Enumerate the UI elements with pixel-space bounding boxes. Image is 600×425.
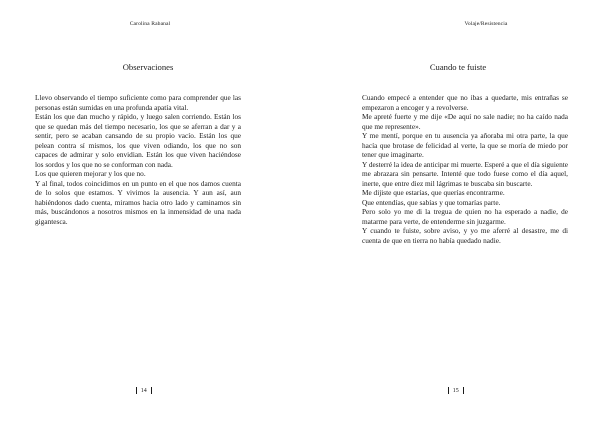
paragraph: Llevo observando el tiempo suficiente como para comprender que las personas están sumidas en una profunda apatía vital. xyxy=(35,93,241,112)
folio-rule xyxy=(151,387,152,394)
right-body-text xyxy=(362,93,568,245)
page-number: 14 xyxy=(140,387,147,394)
paragraph: Están los que dan mucho y rápido, y luego salen corriendo. Están los que se quedan más del tiempo necesario, los que se aferran a dar y a sentir, pero se acaban cansando de su propio vacío. Están los que pelean contra sí mismos, los que viven odiando, los que no son capaces de admirar y solo envidian. Están los que viven haciéndose los sordos y los que no se conforman con nada. xyxy=(35,112,241,169)
paragraph: Pero solo yo me di la tregua de quien no ha esperado a nadie, de matarme para verte, de entenderme sin juzgarme. xyxy=(362,207,568,226)
folio-rule xyxy=(136,387,137,394)
folio-rule xyxy=(463,387,464,394)
page-title-cuando-te-fuiste: Cuando te fuiste xyxy=(429,62,487,72)
right-page xyxy=(300,0,600,425)
running-head-author: Carolina Rabanal xyxy=(129,21,171,27)
page-number-left xyxy=(136,387,151,394)
paragraph: Y desterré la idea de anticipar mi muerte. Esperé a que el día siguiente me abrazara sin pensarte. Intenté que todo fuese como el día aquel, inerte, que entre diez mil lágrimas te buscaba sin buscarte. xyxy=(362,159,568,188)
paragraph: Y cuando te fuiste, sobre aviso, y yo me aferré al desastre, me di cuenta de que en tierra no había quedado nadie. xyxy=(362,226,568,245)
page-title-observaciones: Observaciones xyxy=(122,62,174,72)
paragraph: Y al final, todos coincidimos en un punto en el que nos damos cuenta de lo solos que estamos. Y vivimos la ausencia. Y aun así, aun habiéndonos dado cuenta, miramos hacia otro lado y caminamos sin más, buscándonos a nosotros mismos en la inmensidad de una nada gigantesca. xyxy=(35,178,241,226)
running-head-book: Volaje/Resistencia xyxy=(464,21,508,27)
paragraph: Los que quieren mejorar y los que no. xyxy=(35,169,146,178)
paragraph: Cuando empecé a entender que no ibas a quedarte, mis entrañas se empezaron a encoger y a revolverse. xyxy=(362,93,568,112)
page-number: 15 xyxy=(452,387,459,394)
paragraph: Y me mentí, porque en tu ausencia ya añoraba mi otra parte, la que hacía que brotase de felicidad al verte, la que se moría de miedo por tener que imaginarte. xyxy=(362,131,568,159)
paragraph: Que entendías, que sabías y que tomarías parte. xyxy=(362,197,501,207)
left-body-text xyxy=(35,93,241,226)
paragraph: Me dijiste que estarías, que querías encontrarme. xyxy=(362,188,505,197)
paragraph: Me apreté fuerte y me dije «De aquí no sale nadie; no ha caído nada que me represente». xyxy=(362,112,568,131)
folio-rule xyxy=(448,387,449,394)
page-number-right xyxy=(448,387,463,394)
